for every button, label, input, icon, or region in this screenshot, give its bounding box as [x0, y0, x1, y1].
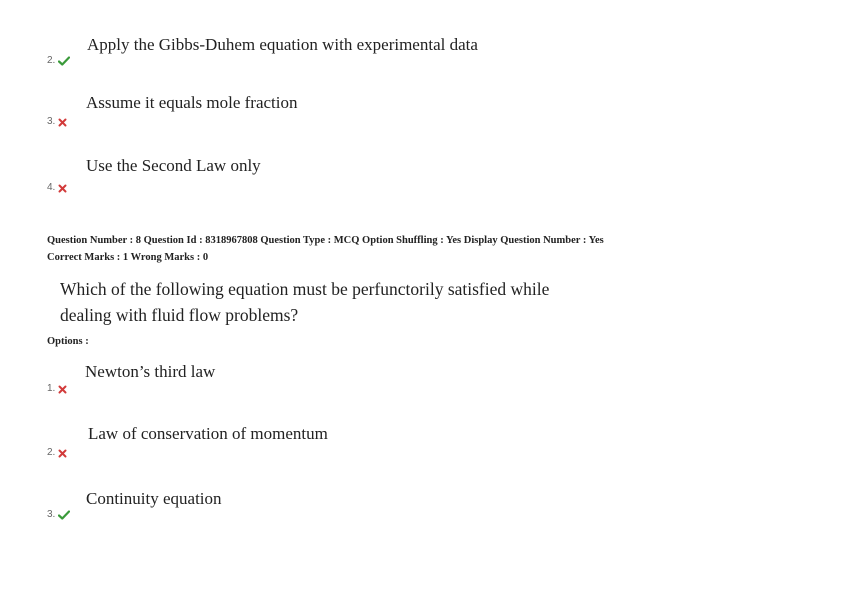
prev-option-3-number: 3. — [47, 116, 56, 127]
option-1-marker — [47, 384, 67, 394]
cross-icon — [58, 449, 67, 458]
option-3-marker — [47, 510, 70, 520]
options-label: Options : — [47, 336, 89, 347]
cross-icon — [58, 184, 67, 193]
prev-option-4-number: 4. — [47, 182, 56, 193]
question-text — [60, 276, 549, 328]
prev-option-4-marker — [47, 183, 67, 193]
prev-option-2-text: Apply the Gibbs-Duhem equation with experimental data — [87, 35, 478, 54]
cross-icon — [58, 385, 67, 394]
prev-option-3-text: Assume it equals mole fraction — [86, 93, 298, 112]
prev-option-2-marker — [47, 56, 70, 66]
check-icon — [58, 510, 70, 520]
question-meta-line-1: Question Number : 8 Question Id : 8318967808 Question Type : MCQ Option Shuffling : Yes Display Question Number : Yes — [47, 235, 604, 246]
prev-option-2-number: 2. — [47, 55, 56, 66]
prev-option-3-marker — [47, 117, 67, 127]
cross-icon — [58, 118, 67, 127]
check-icon — [58, 56, 70, 66]
option-2-number: 2. — [47, 447, 56, 458]
prev-option-4-text: Use the Second Law only — [86, 156, 261, 175]
option-1-number: 1. — [47, 383, 56, 394]
option-1-text: Newton’s third law — [85, 362, 216, 381]
question-text-line-1: Which of the following equation must be perfunctorily satisfied while — [60, 279, 550, 299]
option-2-marker — [47, 448, 67, 458]
option-3-number: 3. — [47, 509, 56, 520]
question-meta-line-2: Correct Marks : 1 Wrong Marks : 0 — [47, 252, 209, 263]
option-3-text: Continuity equation — [86, 489, 222, 508]
question-text-line-2: dealing with fluid flow problems? — [60, 305, 299, 325]
option-2-text: Law of conservation of momentum — [88, 424, 328, 443]
